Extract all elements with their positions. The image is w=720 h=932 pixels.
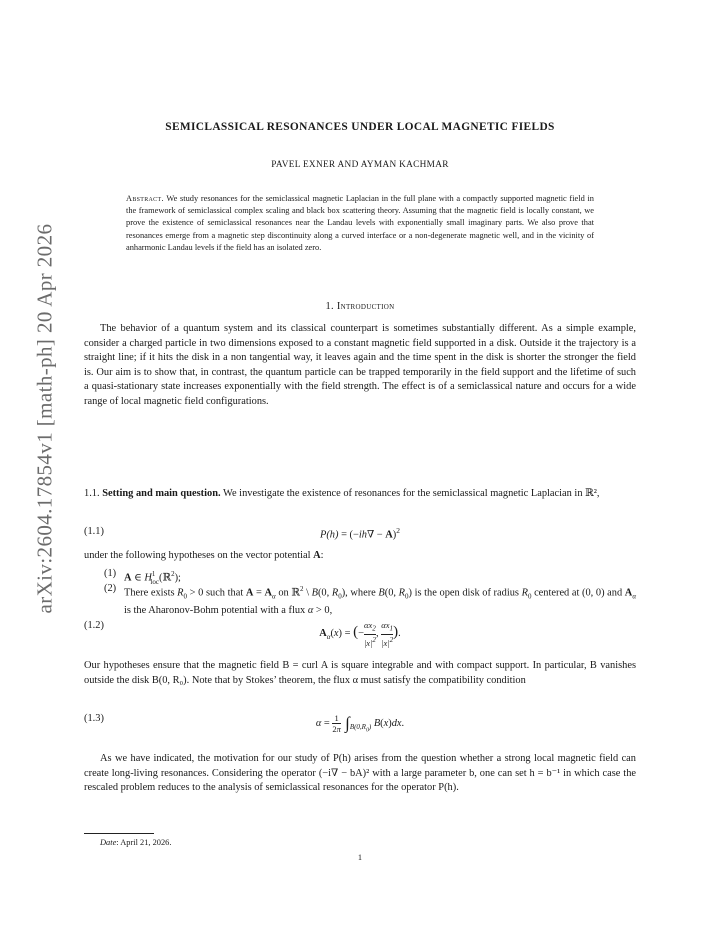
section-number: 1. <box>325 301 334 312</box>
paper-title: SEMICLASSICAL RESONANCES UNDER LOCAL MAGNETIC FIELDS <box>165 121 555 133</box>
subsection-title: Setting and main question. <box>102 488 221 499</box>
abstract-text: We study resonances for the semiclassical magnetic Laplacian in the full plane with a compactly supported magnetic field in the framework of semiclassical complex scaling and black box scattering theory. Assuming that the magnetic field is locally constant, we prove the existence of semiclassical resonances near the Landau levels with exponentially small imaginary parts. We also prove that resonances emerge from a magnetic step discontinuity along a curved interface or a non-degenerate magnetic well, and in the vicinity of anharmonic Landau levels if the field has an isolated zero. <box>126 194 594 252</box>
paper-authors: PAVEL EXNER AND AYMAN KACHMAR <box>271 160 449 170</box>
footnote-date <box>100 838 171 847</box>
subsection-paragraph <box>84 487 636 502</box>
section-title: Introduction <box>336 301 395 312</box>
subsection-number: 1.1. <box>84 488 100 499</box>
hypotheses-intro: under the following hypotheses on the vector potential A: <box>84 550 324 561</box>
equation-label: (1.2) <box>84 620 104 631</box>
intro-paragraph: The behavior of a quantum system and its classical counterpart is sometimes substantially different. As a simple example, consider a charged particle in two dimensions exposed to a constant magnetic field supported in a disk. Outside it the trajectory is a straight line; if it hits the disk in a non tangential way, it leaves again and the time spent in the disk is shorter the stronger the field is. Our aim is to show that, in contrast, the quantum particle can be trapped temporarily in the field support and the lifetime of such a quasi-stationary state increases exponentially with the field strength. The effect is of a semiclassical nature and occurs for a wide range of local magnetic field configurations. <box>84 323 636 407</box>
date-label: Date <box>100 838 117 847</box>
footnote-rule <box>84 833 154 834</box>
abstract <box>126 193 594 254</box>
section-heading <box>84 301 636 312</box>
equation-label: (1.3) <box>84 713 104 724</box>
equation-label: (1.1) <box>84 526 104 537</box>
hypotheses-intro-text: under the following hypotheses on the vector potential <box>84 550 311 561</box>
abstract-label: Abstract. <box>126 194 164 203</box>
motivation-paragraph: As we have indicated, the motivation for our study of P(h) arises from the question whether a strong local magnetic field can create long-living resonances. Considering the operator (−i∇ − bA)² with a large parameter b, one can set h = b⁻¹ in which case the rescaled problem reduces to the analysis of semiclassical resonances for the operator P(h). <box>84 753 636 793</box>
equation-formula: α = $\frac{1}{2\pi}$ $\int_{B(0,R_0)}$ B(x)dx. <box>315 713 405 734</box>
list-item-text: A ∈ $H^1_{loc}(ℝ^2)$; <box>124 570 181 586</box>
arxiv-identifier: arXiv:2604.17854v1 [math-ph] 20 Apr 2026 <box>32 223 57 614</box>
subsection-text: We investigate the existence of resonances for the semiclassical magnetic Laplacian in ℝ², <box>223 488 600 499</box>
page-number: 1 <box>357 853 363 862</box>
list-item-label: (2) <box>104 583 117 594</box>
date-value: : April 21, 2026. <box>116 838 172 847</box>
equation-formula: $P(h) = (-ih\nabla - A)^2$ <box>320 526 400 541</box>
list-item-label: (1) <box>104 568 117 579</box>
compatibility-paragraph: Our hypotheses ensure that the magnetic field B = curl A is square integrable and with compact support. In particular, B vanishes outside the disk B(0, R₀). Note that by Stokes’ theorem, the flux α must satisfy the compatibility condition <box>84 660 636 686</box>
equation-formula: $A_\alpha(x)$ = (− $\frac{\alpha x_2}{|x|^2}$ , $\frac{\alpha x_1}{|x|^2}$ ). <box>319 620 401 648</box>
list-item-text: There exists $R_0 > 0$ such that $A = A_\alpha$ on ℝ$^2$ \ B(0, $R_0$), where B(0, $R_0$) is the open disk of radius $R_0$ centered at (0, 0) and $A_\alpha$ is the Aharonov-Bohm potential with a flux α > 0, <box>124 585 636 617</box>
